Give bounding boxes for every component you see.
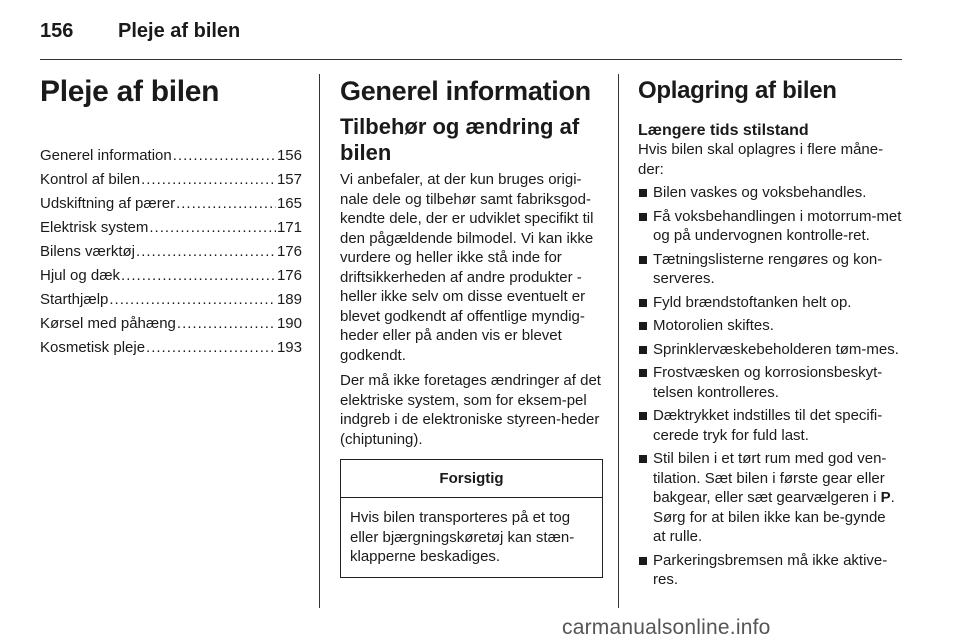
column-storage xyxy=(638,74,902,594)
toc-page: 176 xyxy=(276,243,302,260)
bullet-square-icon xyxy=(639,557,647,565)
caution-title: Forsigtig xyxy=(341,460,602,498)
caution-box xyxy=(340,459,603,578)
list-item xyxy=(638,316,902,336)
toc-item[interactable] xyxy=(40,312,302,336)
column-toc xyxy=(40,74,302,360)
toc-label: Bilens værktøj xyxy=(40,243,136,260)
toc-label: Kørsel med påhæng xyxy=(40,315,176,332)
toc-label: Starthjælp xyxy=(40,291,109,308)
bullet-square-icon xyxy=(639,322,647,330)
header-rule xyxy=(40,59,902,60)
caution-text: Hvis bilen transporteres på et tog eller bjærgningskøretøj kan stæn-klapperne beskadiges. xyxy=(350,509,575,565)
list-item xyxy=(638,406,902,445)
paragraph: Der må ikke foretages ændringer af det elektriske system, som for eksem-pel indgreb i de elektroniske styreen-heder (chiptuning). xyxy=(340,372,601,448)
running-title: Pleje af bilen xyxy=(118,20,241,42)
bullet-square-icon xyxy=(639,213,647,221)
toc-item[interactable] xyxy=(40,288,302,312)
toc-page: 165 xyxy=(276,195,302,212)
list-item xyxy=(638,449,902,547)
bullet-square-icon xyxy=(639,189,647,197)
bullet-square-icon xyxy=(639,369,647,377)
list-item-text: Tætningslisterne rengøres og kon-serveres. xyxy=(653,250,883,287)
toc-leader xyxy=(109,288,276,312)
list-item-text: Få voksbehandlingen i motorrum-met og på undervognen kontrolle-ret. xyxy=(653,207,902,244)
toc-label: Elektrisk system xyxy=(40,219,149,236)
toc-leader xyxy=(176,192,276,216)
list-item xyxy=(638,340,902,360)
table-of-contents xyxy=(40,144,302,360)
bullet-square-icon xyxy=(639,412,647,420)
toc-page: 193 xyxy=(276,339,302,356)
list-item xyxy=(638,207,902,246)
toc-item[interactable] xyxy=(40,240,302,264)
toc-label: Generel information xyxy=(40,147,172,164)
list-item-text: Fyld brændstoftanken helt op. xyxy=(653,293,852,311)
paragraph: Vi anbefaler, at der kun bruges origi-nale dele og tilbehør samt fabriksgod-kendte dele, der er udviklet specifikt til den pågældende bilmodel. Vi kan ikke vurdere og heller ikke stå inde for driftsikkerheden af andre produkter - heller ikke selv om disse eventuelt er blevet godkendt af offentlige myndig-heder eller på anden vis er blevet godkendt. xyxy=(340,171,594,364)
bullet-square-icon xyxy=(639,455,647,463)
list-item-text: Parkeringsbremsen må ikke aktive-res. xyxy=(653,551,888,588)
toc-leader xyxy=(177,312,276,336)
list-item xyxy=(638,363,902,402)
toc-item[interactable] xyxy=(40,192,302,216)
gear-position-p: P xyxy=(880,489,891,506)
column-divider-2 xyxy=(618,74,619,608)
toc-leader xyxy=(121,264,276,288)
list-item-text: Dæktrykket indstilles til det specifi-cerede tryk for fuld last. xyxy=(653,407,883,444)
list-item-text: Sprinklervæskebeholderen tøm-mes. xyxy=(653,340,899,358)
list-item-text: Bilen vaskes og voksbehandles. xyxy=(653,184,867,201)
storage-checklist xyxy=(638,183,902,590)
page-number: 156 xyxy=(40,20,74,42)
bullet-square-icon xyxy=(639,256,647,264)
list-item-text-after: . Sørg for at bilen ikke kan be-gynde at rulle. xyxy=(653,489,895,545)
toc-item[interactable] xyxy=(40,144,302,168)
toc-page: 176 xyxy=(276,267,302,284)
toc-page: 157 xyxy=(276,171,302,188)
toc-label: Udskiftning af pærer xyxy=(40,195,176,212)
list-item xyxy=(638,293,902,313)
toc-page: 156 xyxy=(276,147,302,164)
toc-leader xyxy=(149,216,276,240)
list-item-text: Frostvæsken og korrosionsbeskyt-telsen kontrolleres. xyxy=(653,364,883,401)
chapter-title: Pleje af bilen xyxy=(40,75,220,108)
subheading: Længere tids stilstand xyxy=(638,122,809,139)
section-title: Oplagring af bilen xyxy=(638,77,837,104)
page-header xyxy=(40,20,902,60)
toc-leader xyxy=(136,240,276,264)
bullet-square-icon xyxy=(639,299,647,307)
list-item-text: Motorolien skiftes. xyxy=(653,317,774,334)
toc-item[interactable] xyxy=(40,216,302,240)
toc-label: Kosmetisk pleje xyxy=(40,339,146,356)
toc-item[interactable] xyxy=(40,336,302,360)
list-item xyxy=(638,250,902,289)
list-item xyxy=(638,551,902,590)
column-divider-1 xyxy=(319,74,320,608)
section-title: Generel information xyxy=(340,76,591,106)
intro-text: Hvis bilen skal oplagres i flere måne-der: xyxy=(638,141,884,178)
column-general-info xyxy=(340,74,602,578)
toc-page: 189 xyxy=(276,291,302,308)
toc-item[interactable] xyxy=(40,168,302,192)
list-item xyxy=(638,183,902,203)
toc-leader xyxy=(173,144,276,168)
list-item-text-before: Stil bilen i et tørt rum med god ven-tilation. Sæt bilen i første gear eller bakgear, eller sæt gearvælgeren i xyxy=(653,450,887,506)
subsection-title: Tilbehør og ændring af bilen xyxy=(340,114,580,165)
bullet-square-icon xyxy=(639,346,647,354)
watermark: carmanualsonline.info xyxy=(562,616,771,639)
toc-label: Kontrol af bilen xyxy=(40,171,141,188)
toc-page: 190 xyxy=(276,315,302,332)
toc-item[interactable] xyxy=(40,264,302,288)
toc-leader xyxy=(141,168,276,192)
toc-label: Hjul og dæk xyxy=(40,267,121,284)
toc-page: 171 xyxy=(276,219,302,236)
toc-leader xyxy=(146,336,276,360)
